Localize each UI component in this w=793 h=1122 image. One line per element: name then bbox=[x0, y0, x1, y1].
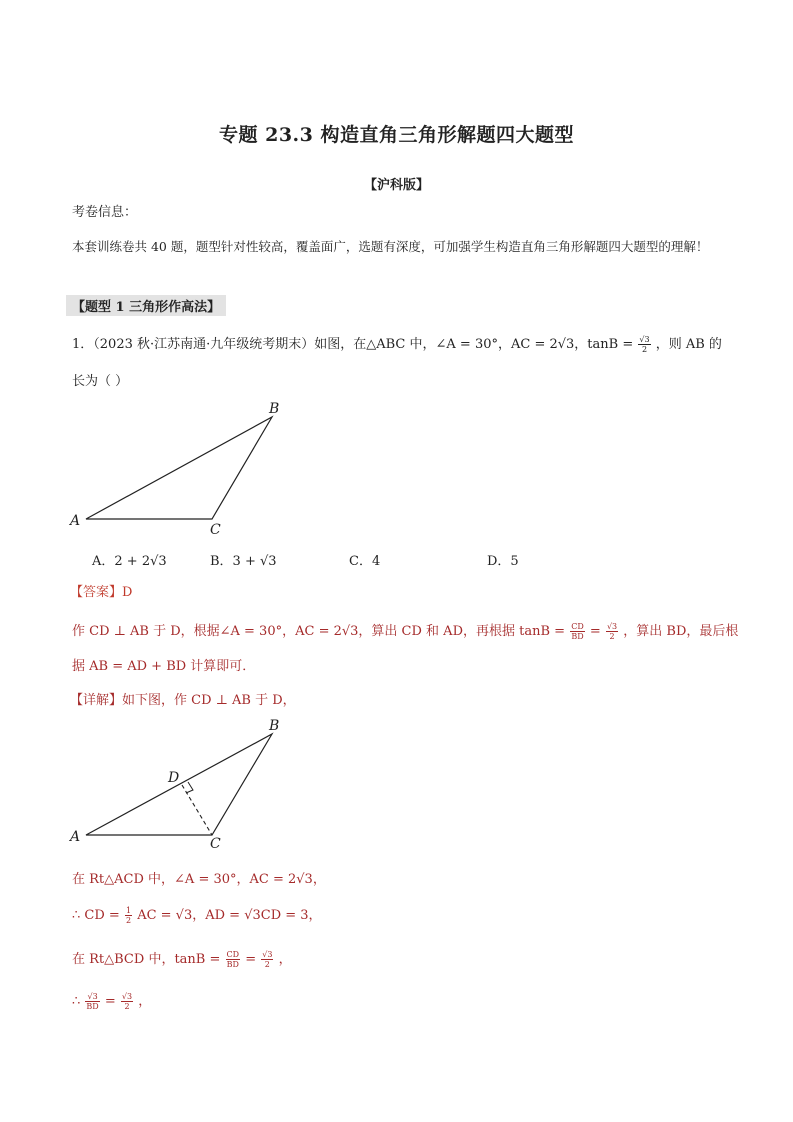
right-angle-mark bbox=[186, 782, 193, 793]
fraction-numerator: CD bbox=[571, 622, 584, 631]
solution-line-2 bbox=[72, 904, 322, 925]
fraction-root3-2 bbox=[121, 992, 133, 1011]
fraction-numerator: CD bbox=[226, 950, 240, 959]
fraction-numerator: √3 bbox=[121, 992, 133, 1001]
equals-sign: = bbox=[245, 952, 257, 967]
solution-suffix: ， bbox=[138, 994, 152, 1009]
option-b: B．3 + √3 bbox=[210, 554, 277, 569]
analysis-line-1 bbox=[72, 620, 738, 641]
analysis-fraction-cd-bd bbox=[570, 622, 585, 641]
question-prefix: 1．（2023 秋·江苏南通·九年级统考期末）如图，在△ABC 中，∠A = 30°，AC = 2√3，tanB = bbox=[72, 337, 634, 352]
equals-sign: = bbox=[589, 624, 601, 639]
vertex-a-label: A bbox=[70, 513, 81, 529]
answer-line: 【答案】D bbox=[70, 585, 133, 600]
vertex-a-label: A bbox=[70, 829, 81, 845]
vertex-c-label: C bbox=[210, 836, 221, 852]
triangle-figure-1 bbox=[60, 395, 300, 540]
option-d: D．5 bbox=[487, 554, 519, 569]
tan-denominator: 2 bbox=[641, 345, 648, 354]
vertex-d-label: D bbox=[168, 770, 180, 786]
analysis-suffix: ，算出 BD，最后根 bbox=[623, 624, 739, 639]
equals-sign: = bbox=[104, 994, 116, 1009]
fraction-root3-bd bbox=[85, 992, 99, 1011]
triangle-abc bbox=[86, 417, 272, 519]
fraction-numerator: 1 bbox=[125, 906, 132, 915]
triangle-figure-2 bbox=[60, 712, 300, 852]
fraction-denominator: BD bbox=[226, 960, 239, 969]
tan-numerator: √3 bbox=[639, 335, 650, 344]
solution-prefix: 在 Rt△BCD 中，tanB = bbox=[72, 952, 221, 967]
fraction-denominator: 2 bbox=[124, 1002, 130, 1011]
solution-prefix: ∴ CD = bbox=[72, 908, 120, 923]
exam-info-text: 本套训练卷共 40 题，题型针对性较高，覆盖面广，选题有深度，可加强学生构造直角三角形解题四大题型的理解！ bbox=[72, 239, 709, 254]
fraction-denominator: 2 bbox=[609, 632, 615, 641]
fraction-root3-2 bbox=[261, 950, 273, 969]
fraction-denominator: BD bbox=[571, 632, 584, 641]
detail-header: 【详解】如下图，作 CD ⊥ AB 于 D， bbox=[70, 693, 296, 708]
page-title: 专题 23.3 构造直角三角形解题四大题型 bbox=[218, 124, 574, 146]
vertex-c-label: C bbox=[210, 522, 221, 538]
solution-suffix: ， bbox=[278, 952, 292, 967]
exam-info-label: 考卷信息： bbox=[72, 205, 138, 220]
vertex-b-label: B bbox=[269, 718, 280, 734]
question-line-2: 长为（ ） bbox=[72, 374, 129, 389]
half-fraction bbox=[125, 906, 132, 925]
fraction-denominator: BD bbox=[86, 1002, 99, 1011]
therefore-symbol: ∴ bbox=[72, 994, 81, 1009]
edition-label: 【沪科版】 bbox=[363, 178, 429, 193]
solution-line-4 bbox=[72, 990, 151, 1011]
question-suffix: ，则 AB 的 bbox=[655, 337, 722, 352]
question-line-1 bbox=[72, 333, 722, 354]
fraction-numerator: √3 bbox=[85, 992, 99, 1002]
analysis-fraction-root3-2 bbox=[606, 622, 618, 641]
question-type-header: 【题型 1 三角形作高法】 bbox=[66, 295, 226, 316]
tan-fraction bbox=[638, 335, 650, 354]
fraction-numerator: √3 bbox=[606, 622, 618, 631]
analysis-prefix: 作 CD ⊥ AB 于 D，根据∠A = 30°，AC = 2√3，算出 CD 和 AD，再根据 tanB = bbox=[72, 624, 566, 639]
option-a: A．2 + 2√3 bbox=[92, 554, 167, 569]
solution-line-3 bbox=[72, 948, 292, 969]
vertex-b-label: B bbox=[269, 401, 280, 417]
fraction-denominator: 2 bbox=[264, 960, 270, 969]
solution-line-1: 在 Rt△ACD 中，∠A = 30°，AC = 2√3， bbox=[72, 872, 326, 887]
fraction-denominator: 2 bbox=[125, 916, 132, 925]
fraction-numerator: √3 bbox=[262, 950, 273, 959]
solution-suffix: AC = √3，AD = √3CD = 3， bbox=[137, 908, 322, 923]
fraction-cd-bd bbox=[226, 950, 241, 969]
option-c: C．4 bbox=[349, 554, 381, 569]
analysis-line-2: 据 AB = AD + BD 计算即可． bbox=[72, 659, 256, 674]
